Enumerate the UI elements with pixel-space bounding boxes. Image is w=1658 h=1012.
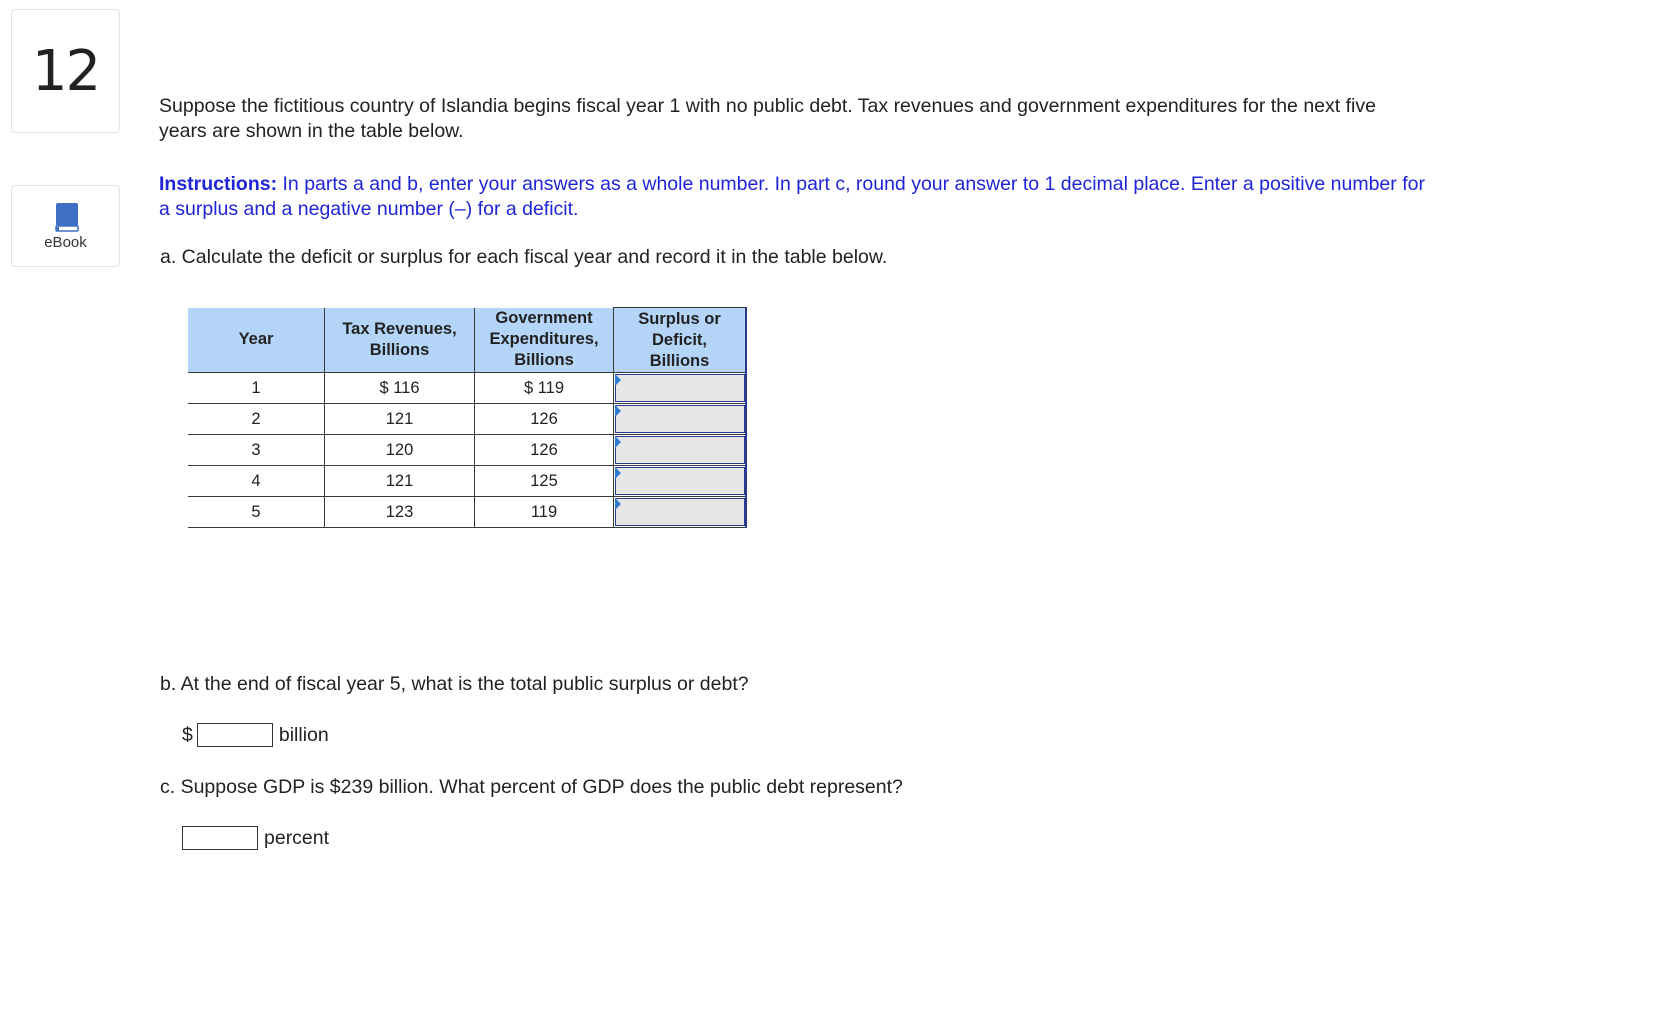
gov-cell: 119 [475, 497, 614, 528]
year-cell: 5 [188, 497, 325, 528]
gov-cell: 126 [475, 404, 614, 435]
tax-cell: 121 [325, 404, 475, 435]
gov-cell: 126 [475, 435, 614, 466]
answer-cell [614, 404, 747, 435]
percent-gdp-input[interactable] [182, 826, 258, 850]
gov-cell: $ 119 [475, 373, 614, 404]
year-cell: 1 [188, 373, 325, 404]
answer-cell [614, 435, 747, 466]
book-icon [54, 202, 80, 232]
ebook-label: eBook [44, 234, 87, 251]
table-header-row [188, 308, 746, 373]
part-c-answer-row [182, 825, 329, 851]
instructions-label: Instructions: [159, 173, 278, 195]
answer-input-year-4[interactable] [615, 467, 745, 495]
table-row [188, 497, 746, 528]
marker-icon [615, 436, 621, 448]
answer-cell [614, 497, 747, 528]
table-row [188, 466, 746, 497]
marker-icon [615, 405, 621, 417]
header-tax-revenues: Tax Revenues, Billions [325, 308, 475, 373]
table-row [188, 435, 746, 466]
intro-text: Suppose the fictitious country of Islandia begins fiscal year 1 with no public debt. Tax revenues and government expenditures for the next five years are shown in the table below. [159, 95, 1376, 142]
tax-cell: $ 116 [325, 373, 475, 404]
header-year: Year [188, 308, 325, 373]
table-row [188, 404, 746, 435]
billion-unit: billion [278, 723, 329, 746]
tax-cell: 120 [325, 435, 475, 466]
instructions-text: In parts a and b, enter your answers as a whole number. In part c, round your answer to 1 decimal place. Enter a positive number for a surplus and a negative number (–) for a deficit. [159, 173, 1425, 220]
ebook-button[interactable] [11, 185, 120, 267]
part-b-answer-row [182, 722, 329, 748]
instructions [159, 172, 1429, 222]
answer-input-year-2[interactable] [615, 405, 745, 433]
question-number: 12 [31, 39, 100, 104]
marker-icon [615, 498, 621, 510]
answer-input-year-1[interactable] [615, 374, 745, 402]
marker-icon [615, 374, 621, 386]
answer-cell [614, 466, 747, 497]
year-cell: 3 [188, 435, 325, 466]
answer-input-year-3[interactable] [615, 436, 745, 464]
tax-cell: 123 [325, 497, 475, 528]
percent-unit: percent [264, 826, 330, 849]
header-surplus-deficit: Surplus or Deficit, Billions [614, 308, 747, 373]
header-government-expenditures: Government Expenditures, Billions [475, 308, 614, 373]
question-number-card [11, 9, 120, 133]
tax-cell: 121 [325, 466, 475, 497]
dollar-sign: $ [182, 723, 193, 746]
part-a-prompt: a. Calculate the deficit or surplus for each fiscal year and record it in the table below. [160, 246, 888, 268]
answer-input-year-5[interactable] [615, 498, 745, 526]
part-c-prompt: c. Suppose GDP is $239 billion. What percent of GDP does the public debt represent? [160, 776, 903, 798]
gov-cell: 125 [475, 466, 614, 497]
year-cell: 2 [188, 404, 325, 435]
answer-cell [614, 373, 747, 404]
question-content [159, 94, 1429, 222]
fiscal-table [188, 307, 747, 528]
year-cell: 4 [188, 466, 325, 497]
table-row [188, 373, 746, 404]
part-b-prompt: b. At the end of fiscal year 5, what is the total public surplus or debt? [160, 673, 749, 695]
public-debt-input[interactable] [197, 723, 273, 747]
marker-icon [615, 467, 621, 479]
